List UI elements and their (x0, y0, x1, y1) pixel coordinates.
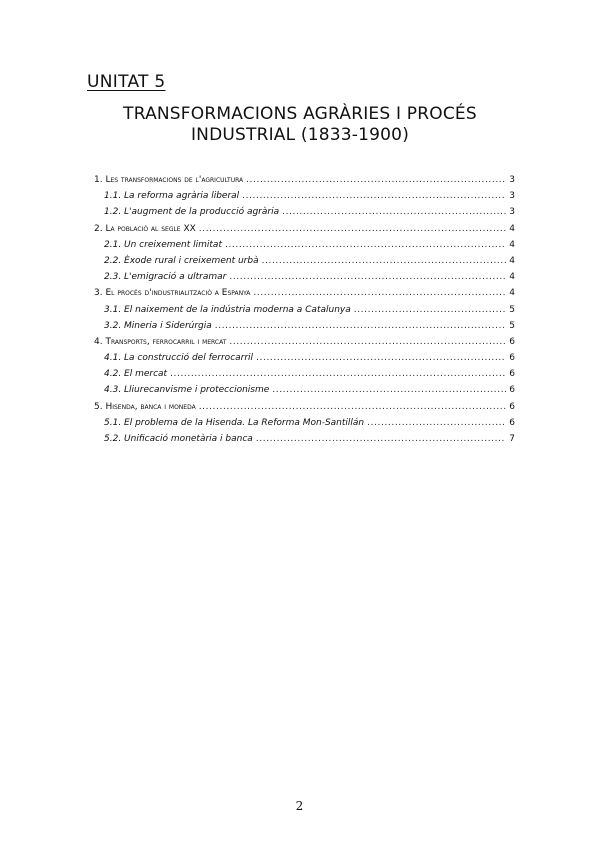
toc-dot-leader (272, 385, 506, 395)
toc-entry-page: 7 (509, 434, 515, 444)
toc-section-entry[interactable] (94, 402, 515, 418)
toc-entry-page: 4 (509, 223, 515, 234)
toc-subsection-entry[interactable] (94, 272, 515, 288)
toc-subsection-entry[interactable] (94, 305, 515, 321)
toc-dot-leader (199, 224, 506, 234)
toc-subsection-entry[interactable] (94, 418, 515, 434)
toc-subsection-entry[interactable] (94, 369, 515, 385)
toc-dot-leader (354, 305, 506, 315)
toc-subsection-entry[interactable] (94, 240, 515, 256)
toc-entry-title: 4.1. La construcció del ferrocarril (104, 353, 254, 364)
toc-dot-leader (170, 369, 506, 379)
toc-dot-leader (229, 337, 506, 347)
toc-entry-title: 2. La població al segle XX (94, 223, 196, 234)
toc-entry-page: 5 (509, 320, 515, 331)
toc-entry-title: 2.2. Èxode rural i creixement urbà (104, 255, 259, 266)
toc-entry-page: 3 (509, 207, 515, 218)
toc-dot-leader (256, 353, 506, 363)
toc-dot-leader (199, 402, 506, 412)
toc-entry-page: 6 (509, 417, 515, 428)
toc-entry-title: 3.1. El naixement de la indústria moderna a Catalunya (104, 304, 351, 315)
toc-entry-title: 4.3. Lliurecanvisme i proteccionisme (104, 385, 270, 396)
toc-entry-title: 3. El procés d'industrialització a Espanya (94, 288, 251, 299)
toc-entry-page: 6 (509, 353, 515, 364)
toc-entry-page: 6 (509, 369, 515, 380)
toc-dot-leader (367, 418, 506, 428)
table-of-contents (94, 175, 515, 450)
toc-entry-title: 5.1. El problema de la Hisenda. La Reforma Mon-Santillán (104, 417, 365, 428)
toc-section-entry[interactable] (94, 337, 515, 353)
toc-subsection-entry[interactable] (94, 207, 515, 223)
toc-entry-title: 1.1. La reforma agrària liberal (104, 191, 240, 202)
toc-entry-title: 4.2. El mercat (104, 369, 168, 380)
toc-entry-page: 4 (509, 239, 515, 250)
toc-dot-leader (215, 321, 506, 331)
document-title (60, 104, 540, 146)
toc-entry-title: 3.2. Mineria i Siderúrgia (104, 320, 212, 331)
toc-subsection-entry[interactable] (94, 321, 515, 337)
page-number: 2 (295, 799, 304, 813)
toc-entry-page: 6 (509, 336, 515, 347)
toc-entry-page: 4 (509, 288, 515, 299)
unit-heading: UNITAT 5 (87, 72, 166, 92)
toc-subsection-entry[interactable] (94, 434, 515, 450)
toc-entry-page: 4 (509, 255, 515, 266)
toc-subsection-entry[interactable] (94, 256, 515, 272)
toc-entry-page: 4 (509, 272, 515, 283)
toc-section-entry[interactable] (94, 175, 515, 191)
toc-dot-leader (262, 256, 506, 266)
toc-dot-leader (253, 288, 506, 298)
toc-dot-leader (242, 191, 506, 201)
toc-entry-page: 6 (509, 385, 515, 396)
toc-entry-page: 3 (509, 191, 515, 202)
toc-entry-title: 1.2. L'augment de la producció agrària (104, 207, 280, 218)
toc-dot-leader (282, 207, 506, 217)
toc-dot-leader (229, 272, 506, 282)
toc-subsection-entry[interactable] (94, 191, 515, 207)
toc-section-entry[interactable] (94, 288, 515, 304)
toc-subsection-entry[interactable] (94, 385, 515, 401)
title-line-2: INDUSTRIAL (1833-1900) (190, 125, 410, 145)
toc-entry-title: 4. Transports, ferrocarril i mercat (94, 336, 227, 347)
toc-entry-title: 5.2. Unificació monetària i banca (104, 434, 253, 444)
toc-entry-title: 5. Hisenda, banca i moneda (94, 401, 196, 412)
toc-entry-title: 2.1. Un creixement limitat (104, 239, 222, 250)
toc-entry-title: 1. Les transformacions de l'agricultura (94, 175, 244, 185)
title-line-1: TRANSFORMACIONS AGRÀRIES I PROCÉS (123, 104, 477, 124)
toc-entry-page: 3 (509, 175, 515, 185)
toc-dot-leader (225, 240, 506, 250)
toc-entry-title: 2.3. L'emigració a ultramar (104, 272, 227, 283)
toc-dot-leader (246, 175, 506, 185)
toc-entry-page: 5 (509, 304, 515, 315)
toc-subsection-entry[interactable] (94, 353, 515, 369)
toc-entry-page: 6 (509, 401, 515, 412)
toc-section-entry[interactable] (94, 224, 515, 240)
toc-dot-leader (256, 434, 506, 444)
